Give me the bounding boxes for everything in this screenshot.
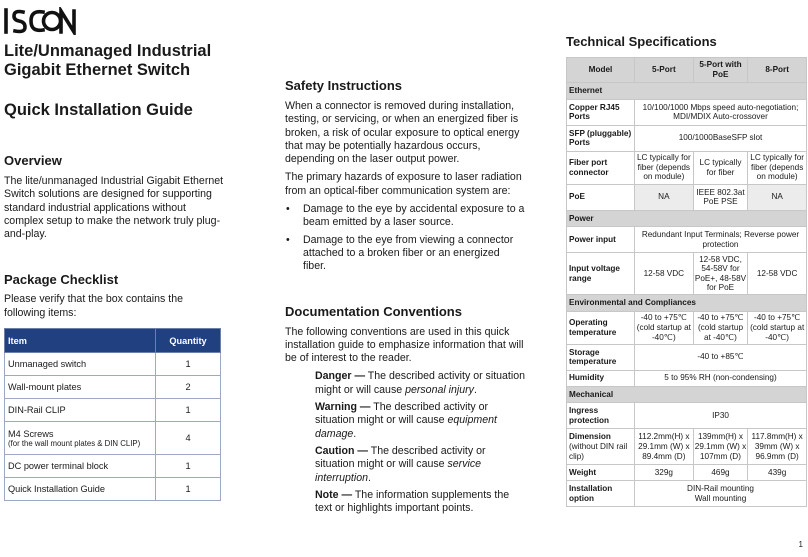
overview-text: The lite/unmanaged Industrial Gigabit Ethernet Switch solutions are designed for supporting standard industrial applications without complex setup to make the network truly plug-and-play. xyxy=(4,175,224,241)
spec-value: NA xyxy=(748,184,807,210)
specs-header-row xyxy=(567,58,807,83)
spec-label: Weight xyxy=(567,465,635,481)
table-row xyxy=(567,429,807,465)
table-row xyxy=(567,125,807,151)
convention-term: Caution — xyxy=(315,444,368,457)
table-row xyxy=(5,353,221,376)
dimension-label: Dimension xyxy=(569,432,611,442)
convention-desc: The described activity or situation might or will cause xyxy=(315,370,526,396)
item-cell: DC power terminal block xyxy=(5,455,156,478)
spec-value: -40 to +75℃ (cold startup at -40℃) xyxy=(693,311,748,344)
item-cell: Wall-mount plates xyxy=(5,376,156,399)
bullet-icon: • xyxy=(286,203,290,216)
model-8port-header: 8-Port xyxy=(748,58,807,83)
spec-value: 112.2mm(H) x 29.1mm (W) x 89.4mm (D) xyxy=(635,429,694,465)
spec-value: Redundant Input Terminals; Reverse power protection xyxy=(635,227,807,253)
spec-label: Copper RJ45 Ports xyxy=(567,99,635,125)
spec-label xyxy=(567,429,635,465)
hazard-text: Damage to the eye from viewing a connector attached to a broken fiber or an energized fiber. xyxy=(303,233,514,273)
spec-value: 139mm(H) x 29.1mm (W) x 107mm (D) xyxy=(693,429,748,465)
convention-note xyxy=(315,489,525,516)
convention-caution xyxy=(315,445,525,485)
model-header: Model xyxy=(567,58,635,83)
section-ethernet: Ethernet xyxy=(567,83,807,100)
spec-value xyxy=(635,481,807,507)
spec-value: LC typically for fiber (depends on module) xyxy=(748,151,807,184)
spec-label: Operating temperature xyxy=(567,311,635,344)
table-row xyxy=(5,478,221,501)
spec-value: IEEE 802.3at PoE PSE xyxy=(693,184,748,210)
section-power: Power xyxy=(567,210,807,227)
convention-end: . xyxy=(353,427,357,440)
conventions-heading: Documentation Conventions xyxy=(285,303,462,319)
package-heading: Package Checklist xyxy=(4,272,119,288)
spec-value: NA xyxy=(635,184,694,210)
spec-label: Storage temperature xyxy=(567,344,635,370)
convention-emphasis: equipment damage xyxy=(315,414,497,440)
spec-label: Humidity xyxy=(567,370,635,386)
convention-desc: The described activity or situation might or will cause xyxy=(315,444,486,471)
section-mechanical: Mechanical xyxy=(567,386,807,403)
spec-value: 117.8mm(H) x 39mm (W) x 96.9mm (D) xyxy=(748,429,807,465)
spec-label: PoE xyxy=(567,184,635,210)
table-row xyxy=(567,151,807,184)
middle-column xyxy=(285,78,525,519)
hazard-text: Damage to the eye by accidental exposure to a beam emitted by a laser source. xyxy=(303,203,525,229)
item-note: (for the wall mount plates & DIN CLIP) xyxy=(8,438,141,448)
item-cell: DIN-Rail CLIP xyxy=(5,399,156,422)
spec-value: 12-58 VDC, 54-58V for PoE+, 48-58V for PoE xyxy=(693,253,748,295)
spec-value: -40 to +85℃ xyxy=(635,344,807,370)
doc-title-line2: Gigabit Ethernet Switch xyxy=(4,61,191,79)
doc-subtitle: Quick Installation Guide xyxy=(4,101,193,119)
list-item xyxy=(285,203,525,230)
spec-label: SFP (pluggable) Ports xyxy=(567,125,635,151)
qty-cell: 4 xyxy=(156,422,221,455)
doc-title-line1: Lite/Unmanaged Industrial xyxy=(4,42,212,60)
section-row xyxy=(567,295,807,312)
convention-term: Warning — xyxy=(315,401,371,414)
qty-cell: 1 xyxy=(156,353,221,376)
item-cell: Quick Installation Guide xyxy=(5,478,156,501)
spec-value: -40 to +75℃ (cold startup at -40℃) xyxy=(748,311,807,344)
model-5port-poe-header: 5-Port with PoE xyxy=(693,58,748,83)
table-row xyxy=(567,465,807,481)
model-5port-header: 5-Port xyxy=(635,58,694,83)
table-row xyxy=(567,184,807,210)
table-row xyxy=(5,422,221,455)
spec-value: 5 to 95% RH (non-condensing) xyxy=(635,370,807,386)
table-row xyxy=(567,344,807,370)
page-number: 1 xyxy=(798,540,803,549)
spec-label: Fiber port connector xyxy=(567,151,635,184)
safety-paragraph-2: The primary hazards of exposure to laser radiation from an optical-fiber communication system are: xyxy=(285,171,522,197)
table-row xyxy=(5,455,221,478)
item-name: M4 Screws xyxy=(8,428,54,439)
conventions-list xyxy=(315,370,525,515)
section-row xyxy=(567,386,807,403)
section-row xyxy=(567,83,807,100)
section-row xyxy=(567,210,807,227)
spec-value: 469g xyxy=(693,465,748,481)
table-row xyxy=(567,370,807,386)
table-row xyxy=(567,227,807,253)
convention-term: Danger — xyxy=(315,370,366,383)
table-row xyxy=(567,99,807,125)
table-row xyxy=(567,311,807,344)
spec-value: 12-58 VDC xyxy=(635,253,694,295)
qty-cell: 1 xyxy=(156,455,221,478)
bullet-icon: • xyxy=(286,233,290,246)
convention-end: . xyxy=(368,471,371,484)
table-row xyxy=(5,376,221,399)
conventions-text: The following conventions are used in this quick installation guide to emphasize information that will be of interest to the reader. xyxy=(285,325,524,365)
spec-value: 439g xyxy=(748,465,807,481)
table-row xyxy=(5,399,221,422)
convention-emphasis: personal injury xyxy=(405,383,474,396)
spec-value: LC typically for fiber (depends on module) xyxy=(635,151,694,184)
spec-label: Installation option xyxy=(567,481,635,507)
table-row xyxy=(567,403,807,429)
safety-heading: Safety Instructions xyxy=(285,78,403,93)
overview-heading: Overview xyxy=(4,153,62,168)
install-option-1: DIN-Rail mounting xyxy=(687,484,754,494)
spec-label: Input voltage range xyxy=(567,253,635,295)
left-column xyxy=(4,42,226,501)
spec-value: LC typically for fiber xyxy=(693,151,748,184)
package-text: Please verify that the box contains the following items: xyxy=(4,293,184,319)
table-row xyxy=(567,253,807,295)
spec-value: 100/1000BaseSFP slot xyxy=(635,125,807,151)
spec-value: 10/100/1000 Mbps speed auto-negotiation; MDI/MDIX Auto-crossover xyxy=(635,99,807,125)
safety-paragraph-1: When a connector is removed during installation, testing, or servicing, or when an energized fiber is broken, a risk of ocular exposure to optical energy that may be potentially hazardous occurs, depending on the laser output power. xyxy=(285,100,520,166)
specs-table xyxy=(566,57,807,507)
table-row xyxy=(567,481,807,507)
install-option-2: Wall mounting xyxy=(694,493,747,503)
spec-label: Ingress protection xyxy=(567,403,635,429)
convention-desc: The information supplements the text or highlights important points. xyxy=(315,488,510,515)
convention-end: . xyxy=(473,383,477,396)
qty-cell: 1 xyxy=(156,478,221,501)
col-item-header: Item xyxy=(5,329,156,353)
item-cell: Unmanaged switch xyxy=(5,353,156,376)
spec-label: Power input xyxy=(567,227,635,253)
iscom-logo xyxy=(3,7,77,35)
convention-desc: The described activity or situation might or will cause xyxy=(315,401,489,427)
col-qty-header: Quantity xyxy=(156,329,221,353)
qty-cell: 2 xyxy=(156,376,221,399)
specs-heading: Technical Specifications xyxy=(566,34,717,49)
right-column xyxy=(566,34,806,507)
convention-danger xyxy=(315,370,525,397)
spec-value: 12-58 VDC xyxy=(748,253,807,295)
convention-emphasis: service interruption xyxy=(315,458,482,484)
spec-value: -40 to +75℃ (cold startup at -40℃) xyxy=(635,311,694,344)
section-environmental: Environmental and Compliances xyxy=(567,295,807,312)
package-table-header xyxy=(5,329,221,353)
dimension-sub-label: (without DIN rail clip) xyxy=(569,442,628,461)
item-cell xyxy=(5,422,156,455)
package-table xyxy=(4,328,221,501)
convention-warning xyxy=(315,401,525,441)
convention-term: Note — xyxy=(315,488,353,501)
list-item xyxy=(285,234,525,274)
qty-cell: 1 xyxy=(156,399,221,422)
spec-value: IP30 xyxy=(635,403,807,429)
hazard-list xyxy=(285,203,525,273)
spec-value: 329g xyxy=(635,465,694,481)
